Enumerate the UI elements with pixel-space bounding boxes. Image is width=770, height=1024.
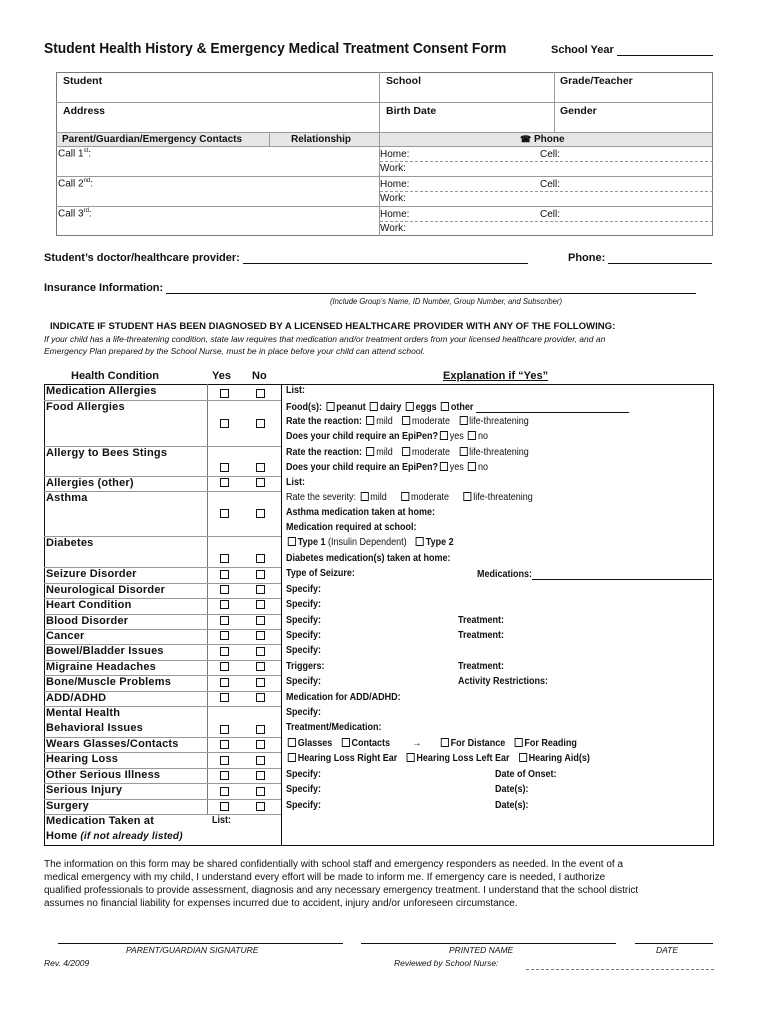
food-moderate-checkbox[interactable] bbox=[402, 416, 410, 425]
condition-label: Neurological Disorder bbox=[46, 584, 166, 596]
specify-field[interactable]: Specify: bbox=[286, 784, 322, 795]
condition-label: Diabetes bbox=[46, 537, 94, 549]
call-2-home[interactable]: Home: bbox=[380, 179, 410, 190]
food-reaction[interactable]: Rate the reaction: mild moderate life-threatening bbox=[286, 416, 529, 427]
yes-checkbox[interactable] bbox=[220, 463, 229, 472]
cancer-treatment[interactable]: Treatment: bbox=[458, 630, 505, 641]
add-med[interactable]: Medication for ADD/ADHD: bbox=[286, 692, 401, 703]
condition-label: Cancer bbox=[46, 630, 85, 642]
condition-label: Other Serious Illness bbox=[46, 769, 161, 781]
diagnosis-note-2: Emergency Plan prepared by the School Nurse, must be in place before your child can attend school. bbox=[44, 346, 425, 356]
no-checkbox[interactable] bbox=[256, 771, 265, 780]
condition-label: Mental Health bbox=[46, 707, 121, 719]
other-checkbox[interactable] bbox=[441, 402, 449, 411]
signature-label: PARENT/GUARDIAN SIGNATURE bbox=[126, 945, 259, 955]
glasses-checkbox[interactable] bbox=[288, 738, 296, 747]
bee-epipen-yes-checkbox[interactable] bbox=[440, 462, 448, 471]
doctor-phone-field[interactable] bbox=[568, 252, 712, 264]
consent-paragraph: The information on this form may be shared confidentially with school staff and emergency responders as needed. In the event of a medical emergency with my child, I understand every effort will be made to inform me. If emergency care is needed, I authorize qualified professionals to provide assessment, diagnosis and any necessary emergency treatment. I understand that the school district assumes no financial liability for expenses incurred due to accident, injury and/or unforeseen circumstance. bbox=[44, 859, 639, 909]
printed-name-line[interactable] bbox=[361, 943, 616, 944]
asthma-school-med[interactable]: Medication required at school: bbox=[286, 522, 417, 533]
yes-checkbox[interactable] bbox=[220, 600, 229, 609]
food-life-checkbox[interactable] bbox=[459, 416, 467, 425]
yes-checkbox[interactable] bbox=[220, 478, 229, 487]
doctor-field[interactable] bbox=[44, 252, 528, 264]
call-3-home[interactable]: Home: bbox=[380, 209, 410, 220]
contacts-header: Parent/Guardian/Emergency Contacts bbox=[62, 134, 243, 145]
no-checkbox[interactable] bbox=[256, 600, 265, 609]
col-no: No bbox=[252, 370, 267, 382]
call-3-cell[interactable]: Cell: bbox=[540, 209, 561, 220]
call-1-home[interactable]: Home: bbox=[380, 149, 410, 160]
mental-specify[interactable]: Specify: bbox=[286, 707, 322, 718]
condition-label: Seizure Disorder bbox=[46, 568, 137, 580]
printed-name-label: PRINTED NAME bbox=[449, 945, 514, 955]
bone-activity[interactable]: Activity Restrictions: bbox=[458, 676, 549, 687]
condition-label: ADD/ADHD bbox=[46, 692, 107, 704]
condition-label: Blood Disorder bbox=[46, 615, 129, 627]
call-3-label[interactable]: Call 3rd: bbox=[58, 208, 92, 220]
no-checkbox[interactable] bbox=[256, 570, 265, 579]
no-checkbox[interactable] bbox=[256, 554, 265, 563]
condition-label: Bowel/Bladder Issues bbox=[46, 645, 164, 657]
food-epipen-yes-checkbox[interactable] bbox=[440, 431, 448, 440]
call-2-work[interactable]: Work: bbox=[380, 193, 406, 204]
distance-checkbox[interactable] bbox=[441, 738, 449, 747]
insurance-note: (Include Group’s Name, ID Number, Group Number, and Subscriber) bbox=[330, 296, 563, 306]
diabetes-type[interactable]: Type 1 (Insulin Dependent) Type 2 bbox=[286, 537, 454, 548]
bee-moderate-checkbox[interactable] bbox=[402, 447, 410, 456]
no-checkbox[interactable] bbox=[256, 478, 265, 487]
condition-label: Allergy to Bees Stings bbox=[46, 447, 168, 459]
call-3-work[interactable]: Work: bbox=[380, 223, 406, 234]
yes-checkbox[interactable] bbox=[220, 802, 229, 811]
yes-checkbox[interactable] bbox=[220, 678, 229, 687]
hl-left-checkbox[interactable] bbox=[407, 753, 415, 762]
food-mild-checkbox[interactable] bbox=[366, 416, 374, 425]
condition-label: Allergies (other) bbox=[46, 477, 134, 489]
no-checkbox[interactable] bbox=[256, 662, 265, 671]
phone-header-label: Phone bbox=[534, 134, 565, 145]
bee-life-checkbox[interactable] bbox=[459, 447, 467, 456]
insurance-line[interactable] bbox=[166, 282, 696, 294]
asthma-home-med[interactable]: Asthma medication taken at home: bbox=[286, 507, 436, 518]
address-label[interactable]: Address bbox=[63, 105, 106, 117]
call-2-label[interactable]: Call 2nd: bbox=[58, 178, 94, 190]
specify-field[interactable]: Specify: bbox=[286, 615, 322, 626]
no-checkbox[interactable] bbox=[256, 693, 265, 702]
asthma-life-checkbox[interactable] bbox=[463, 492, 471, 501]
mental-treatment[interactable]: Treatment/Medication: bbox=[286, 722, 382, 733]
yes-checkbox[interactable] bbox=[220, 771, 229, 780]
doctor-phone-label: Phone: bbox=[568, 252, 606, 264]
doctor-label: Student’s doctor/healthcare provider: bbox=[44, 252, 240, 264]
condition-label: Food Allergies bbox=[46, 401, 125, 413]
grade-teacher-label[interactable]: Grade/Teacher bbox=[560, 75, 633, 87]
diagnosis-heading: INDICATE IF STUDENT HAS BEEN DIAGNOSED BY A LICENSED HEALTHCARE PROVIDER WITH ANY OF THE FOLLOWING: bbox=[50, 321, 616, 332]
type2-checkbox[interactable] bbox=[416, 537, 424, 546]
aids-checkbox[interactable] bbox=[519, 753, 527, 762]
condition-label: Wears Glasses/Contacts bbox=[46, 738, 179, 750]
hearing-options[interactable]: Hearing Loss Right Ear Hearing Loss Left Ear Hearing Aid(s) bbox=[286, 753, 590, 764]
contacts-checkbox[interactable] bbox=[342, 738, 350, 747]
yes-checkbox[interactable] bbox=[220, 740, 229, 749]
telephone-icon: ☎ bbox=[520, 134, 532, 144]
yes-checkbox[interactable] bbox=[220, 647, 229, 656]
condition-label: Medication Taken at bbox=[46, 815, 155, 827]
yes-checkbox[interactable] bbox=[220, 631, 229, 640]
nurse-review-label: Reviewed by School Nurse: bbox=[394, 958, 499, 968]
yes-checkbox[interactable] bbox=[220, 725, 229, 734]
reading-checkbox[interactable] bbox=[515, 738, 523, 747]
no-checkbox[interactable] bbox=[256, 463, 265, 472]
specify-field[interactable]: Specify: bbox=[286, 676, 322, 687]
form-title: Student Health History & Emergency Medical Treatment Consent Form bbox=[44, 40, 507, 57]
seizure-medications[interactable]: Medications: bbox=[477, 568, 712, 580]
specify-field[interactable]: Specify: bbox=[286, 599, 322, 610]
birth-date-label[interactable]: Birth Date bbox=[386, 105, 437, 117]
med-allergy-list[interactable]: List: bbox=[286, 385, 305, 396]
arrow-right-icon: → bbox=[412, 738, 422, 749]
asthma-moderate-checkbox[interactable] bbox=[401, 492, 409, 501]
bee-reaction[interactable]: Rate the reaction: mild moderate life-threatening bbox=[286, 447, 529, 458]
food-epipen-no-checkbox[interactable] bbox=[468, 431, 476, 440]
yes-checkbox[interactable] bbox=[220, 585, 229, 594]
eggs-checkbox[interactable] bbox=[406, 402, 414, 411]
hl-right-checkbox[interactable] bbox=[288, 753, 296, 762]
yes-checkbox[interactable] bbox=[220, 509, 229, 518]
col-yes: Yes bbox=[212, 370, 231, 382]
condition-label: Behavioral Issues bbox=[46, 722, 143, 734]
yes-checkbox[interactable] bbox=[220, 787, 229, 796]
call-1-cell[interactable]: Cell: bbox=[540, 149, 561, 160]
doctor-phone-line[interactable] bbox=[608, 252, 712, 264]
school-year-label: School Year bbox=[551, 44, 614, 56]
bee-mild-checkbox[interactable] bbox=[366, 447, 374, 456]
home-med-list[interactable]: List: bbox=[212, 815, 231, 826]
asthma-mild-checkbox[interactable] bbox=[360, 492, 368, 501]
yes-checkbox[interactable] bbox=[220, 693, 229, 702]
condition-label: Home (if not already listed) bbox=[46, 830, 183, 842]
no-checkbox[interactable] bbox=[256, 585, 265, 594]
condition-label: Bone/Muscle Problems bbox=[46, 676, 172, 688]
student-label[interactable]: Student bbox=[63, 75, 103, 87]
no-checkbox[interactable] bbox=[256, 389, 265, 398]
no-checkbox[interactable] bbox=[256, 787, 265, 796]
condition-label: Asthma bbox=[46, 492, 88, 504]
specify-field[interactable]: Specify: bbox=[286, 769, 322, 780]
date-line[interactable] bbox=[635, 943, 713, 944]
diabetes-home-med[interactable]: Diabetes medication(s) taken at home: bbox=[286, 553, 451, 564]
food-allergy-foods[interactable]: Food(s): peanut dairy eggs other bbox=[286, 401, 629, 413]
phone-header bbox=[520, 134, 565, 145]
insurance-label: Insurance Information: bbox=[44, 282, 164, 294]
yes-checkbox[interactable] bbox=[220, 756, 229, 765]
other-allergy-list[interactable]: List: bbox=[286, 477, 305, 488]
bee-epipen[interactable]: Does your child require an EpiPen? yes no bbox=[286, 462, 488, 473]
relationship-header: Relationship bbox=[291, 134, 352, 145]
condition-label: Medication Allergies bbox=[46, 385, 157, 397]
nurse-review-line[interactable] bbox=[526, 969, 714, 970]
yes-checkbox[interactable] bbox=[220, 554, 229, 563]
no-checkbox[interactable] bbox=[256, 616, 265, 625]
insurance-field[interactable] bbox=[44, 282, 696, 294]
injury-dates[interactable]: Date(s): bbox=[495, 784, 529, 795]
yes-checkbox[interactable] bbox=[220, 662, 229, 671]
no-checkbox[interactable] bbox=[256, 678, 265, 687]
condition-label: Heart Condition bbox=[46, 599, 132, 611]
date-label: DATE bbox=[656, 945, 679, 955]
specify-field[interactable]: Specify: bbox=[286, 584, 322, 595]
type1-checkbox[interactable] bbox=[288, 537, 296, 546]
doctor-line[interactable] bbox=[243, 252, 528, 264]
school-year-line[interactable] bbox=[617, 44, 713, 56]
no-checkbox[interactable] bbox=[256, 419, 265, 428]
condition-label: Serious Injury bbox=[46, 784, 123, 796]
dairy-checkbox[interactable] bbox=[370, 402, 378, 411]
seizure-type[interactable]: Type of Seizure: bbox=[286, 568, 355, 579]
yes-checkbox[interactable] bbox=[220, 389, 229, 398]
col-condition: Health Condition bbox=[71, 370, 159, 382]
col-explanation: Explanation if “Yes” bbox=[443, 370, 549, 382]
condition-label: Hearing Loss bbox=[46, 753, 119, 765]
gender-label[interactable]: Gender bbox=[560, 105, 597, 117]
specify-field[interactable]: Specify: bbox=[286, 645, 322, 656]
surgery-dates[interactable]: Date(s): bbox=[495, 800, 529, 811]
blood-treatment[interactable]: Treatment: bbox=[458, 615, 505, 626]
signature-line[interactable] bbox=[58, 943, 343, 944]
condition-label: Migraine Headaches bbox=[46, 661, 156, 673]
specify-field[interactable]: Specify: bbox=[286, 800, 322, 811]
food-epipen[interactable]: Does your child require an EpiPen? yes no bbox=[286, 431, 488, 442]
call-1-label[interactable]: Call 1st: bbox=[58, 148, 92, 160]
yes-checkbox[interactable] bbox=[220, 419, 229, 428]
no-checkbox[interactable] bbox=[256, 740, 265, 749]
yes-checkbox[interactable] bbox=[220, 570, 229, 579]
no-checkbox[interactable] bbox=[256, 631, 265, 640]
no-checkbox[interactable] bbox=[256, 509, 265, 518]
illness-onset[interactable]: Date of Onset: bbox=[495, 769, 557, 780]
revision-label: Rev. 4/2009 bbox=[44, 958, 90, 968]
call-1-work[interactable]: Work: bbox=[380, 163, 406, 174]
no-checkbox[interactable] bbox=[256, 802, 265, 811]
bee-epipen-no-checkbox[interactable] bbox=[468, 462, 476, 471]
call-2-cell[interactable]: Cell: bbox=[540, 179, 561, 190]
school-label[interactable]: School bbox=[386, 75, 422, 87]
migraine-treatment[interactable]: Treatment: bbox=[458, 661, 505, 672]
peanut-checkbox[interactable] bbox=[326, 402, 334, 411]
school-year-field[interactable] bbox=[551, 44, 713, 56]
diagnosis-note-1: If your child has a life-threatening condition, state law requires that medication and/or treatment orders from your licensed healthcare provider, and an bbox=[44, 334, 606, 344]
glasses-options[interactable]: Glasses Contacts → For Distance For Reading bbox=[286, 738, 577, 749]
yes-checkbox[interactable] bbox=[220, 616, 229, 625]
migraine-triggers[interactable]: Triggers: bbox=[286, 661, 325, 672]
condition-label: Surgery bbox=[46, 800, 89, 812]
asthma-severity[interactable]: Rate the severity: mild moderate life-threatening bbox=[286, 492, 533, 503]
no-checkbox[interactable] bbox=[256, 725, 265, 734]
no-checkbox[interactable] bbox=[256, 647, 265, 656]
no-checkbox[interactable] bbox=[256, 756, 265, 765]
specify-field[interactable]: Specify: bbox=[286, 630, 322, 641]
